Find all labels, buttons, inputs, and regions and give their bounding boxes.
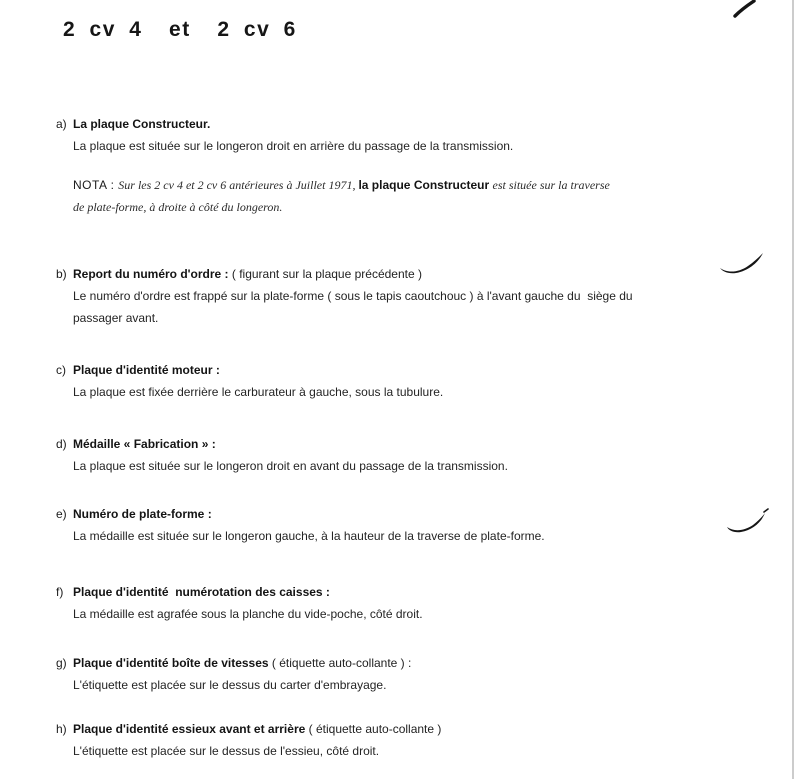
section-body-line: Le numéro d'ordre est frappé sur la plate-forme ( sous le tapis caoutchouc ) à l'avant gauche du siège du	[73, 289, 633, 303]
section-heading-bold: Plaque d'identité boîte de vitesses	[73, 656, 269, 670]
section-label: f)	[56, 585, 64, 599]
section-body-line: La plaque est située sur le longeron droit en arrière du passage de la transmission.	[73, 139, 514, 153]
pen-check-icon	[719, 252, 765, 278]
section-g	[56, 652, 786, 696]
section-body-line: La plaque est fixée derrière le carburateur à gauche, sous la tubulure.	[73, 385, 444, 399]
section-body-line: La médaille est située sur le longeron gauche, à la hauteur de la traverse de plate-forme.	[73, 529, 545, 543]
section-d	[56, 433, 786, 477]
section-h	[56, 718, 786, 762]
nota-italic-tail: est située sur la traverse	[492, 178, 610, 192]
pen-stroke-icon	[733, 0, 757, 18]
nota-italic-intro: Sur les 2 cv 4 et 2 cv 6 antérieures à Juillet 1971,	[118, 178, 359, 192]
section-heading-bold: Plaque d'identité essieux avant et arrière	[73, 722, 306, 736]
section-label: d)	[56, 437, 67, 451]
nota-prefix: NOTA :	[73, 178, 119, 192]
section-heading-bold: Numéro de plate-forme :	[73, 507, 212, 521]
nota-block	[73, 174, 773, 218]
section-b-heading	[56, 263, 786, 285]
section-e	[56, 503, 786, 547]
section-b	[56, 263, 786, 329]
nota-bold: la plaque Constructeur	[358, 178, 493, 192]
section-label: g)	[56, 656, 67, 670]
section-heading-bold: La plaque Constructeur.	[73, 117, 211, 131]
section-c-heading	[56, 359, 786, 381]
section-heading-rest: ( figurant sur la plaque précédente )	[231, 267, 422, 281]
section-body-line: La plaque est située sur le longeron droit en avant du passage de la transmission.	[73, 459, 508, 473]
page-edge-line	[792, 0, 794, 779]
section-label: b)	[56, 267, 67, 281]
pen-check-icon	[726, 508, 770, 536]
section-e-heading	[56, 503, 786, 525]
section-label: e)	[56, 507, 67, 521]
section-body-line: L'étiquette est placée sur le dessus du carter d'embrayage.	[73, 678, 387, 692]
section-a-heading	[56, 113, 786, 135]
section-label: a)	[56, 117, 67, 131]
section-d-heading	[56, 433, 786, 455]
section-f-heading	[56, 581, 786, 603]
section-f	[56, 581, 786, 625]
section-a	[56, 113, 786, 157]
section-g-heading	[56, 652, 786, 674]
section-label: h)	[56, 722, 67, 736]
section-body-line: L'étiquette est placée sur le dessus de l'essieu, côté droit.	[73, 744, 380, 758]
section-heading-bold: Report du numéro d'ordre :	[73, 267, 229, 281]
section-heading-bold: Médaille « Fabrication » :	[73, 437, 216, 451]
section-heading-bold: Plaque d'identité numérotation des caisses :	[73, 585, 330, 599]
section-heading-bold: Plaque d'identité moteur :	[73, 363, 220, 377]
section-heading-rest: ( étiquette auto-collante ) :	[271, 656, 412, 670]
page-title: 2 cv 4 et 2 cv 6	[63, 18, 297, 41]
section-c	[56, 359, 786, 403]
nota-italic-line2: de plate-forme, à droite à côté du longeron.	[73, 200, 283, 214]
section-label: c)	[56, 363, 66, 377]
section-body-line: passager avant.	[73, 311, 159, 325]
section-body-line: La médaille est agrafée sous la planche du vide-poche, côté droit.	[73, 607, 423, 621]
section-h-heading	[56, 718, 786, 740]
section-heading-rest: ( étiquette auto-collante )	[308, 722, 442, 736]
